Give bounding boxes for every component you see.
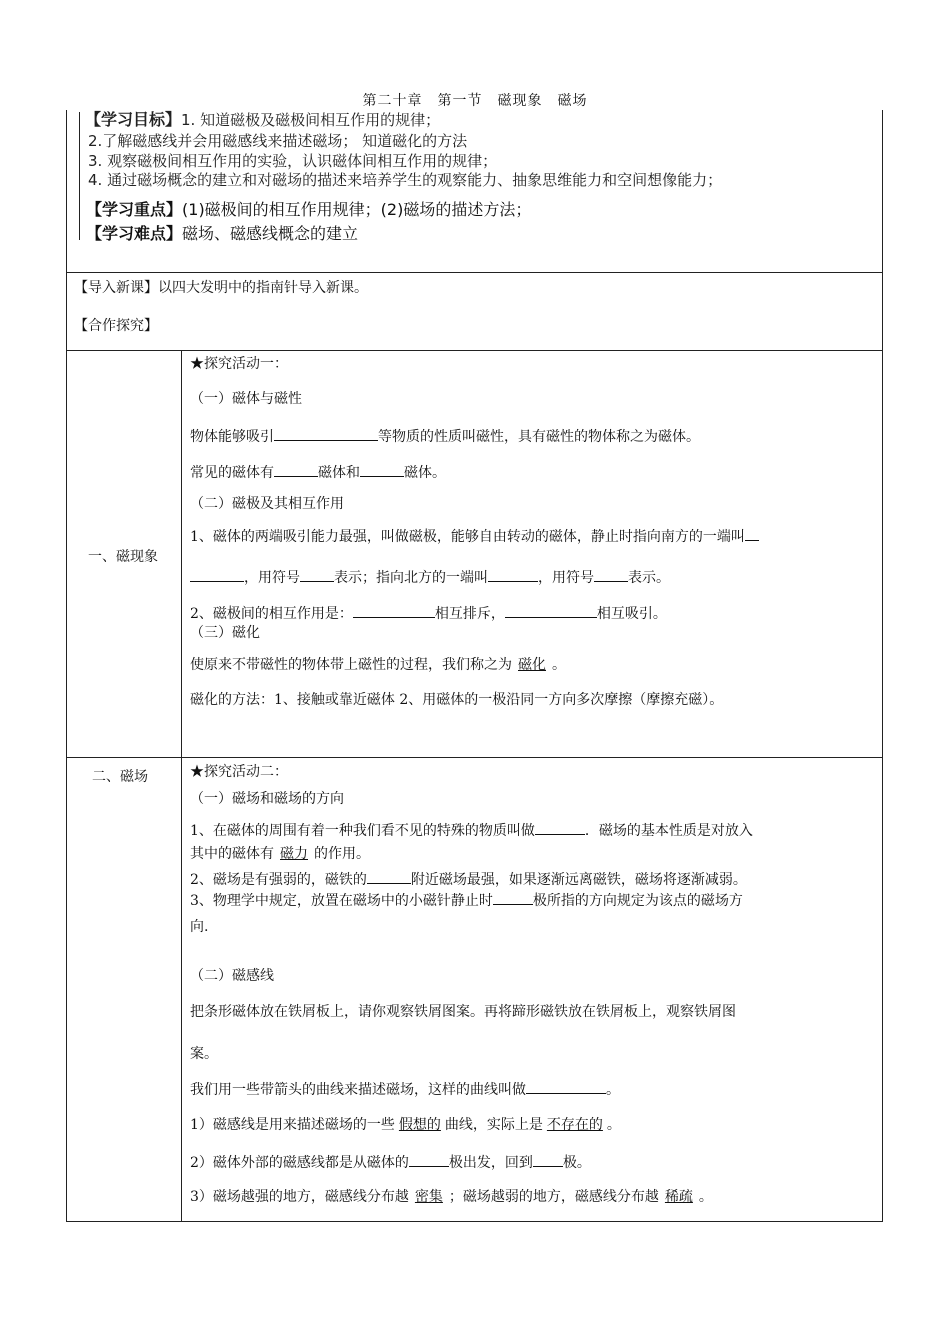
blank[interactable] [535,820,585,835]
blank[interactable] [300,567,334,582]
difficulty-line: 【学习难点】磁场、磁感线概念的建立 [86,224,359,243]
section2-sub2: （二）磁感线 [190,968,274,984]
objectives-tag: 【学习目标】 [85,110,182,129]
answer-nonexistent: 不存在的 [546,1117,603,1133]
divider-section1 [66,757,883,758]
intro-new-lesson: 【导入新课】以四大发明中的指南针导入新课。 [74,280,368,296]
objectives-line1: 【学习目标】1. 知道磁极及磁极间相互作用的规律； [85,110,441,129]
section1-activity: ★探究活动一： [190,356,288,372]
blank[interactable] [505,603,597,618]
section2-p4: 把条形磁体放在铁屑板上，请你观察铁屑图案。再将蹄形磁铁放在铁屑板上，观察铁屑图 [190,1004,736,1020]
objectives-line2: 2.了解磁感线并会用磁感线来描述磁场； 知道磁化的方法 [88,132,468,150]
section1-p2: 常见的磁体有 磁体和 磁体。 [190,462,446,483]
intro-cooperate: 【合作探究】 [74,318,158,334]
objectives-left-edge [79,112,80,240]
section1-p4: ，用符号 表示；指向北方的一端叫 ，用符号 表示。 [190,567,670,588]
blank[interactable] [353,603,435,618]
focus-tag: 【学习重点】 [86,200,183,219]
section1-sub1: （一）磁体与磁性 [190,391,302,407]
objectives-line4: 4. 通过磁场概念的建立和对磁场的描述来培养学生的观察能力、抽象思维能力和空间想像能力； [88,171,723,189]
blank[interactable] [745,526,759,541]
blank[interactable] [526,1079,606,1094]
blank[interactable] [360,462,404,477]
blank[interactable] [533,1152,563,1167]
section2-p4-cont: 案。 [190,1046,218,1062]
difficulty-tag: 【学习难点】 [86,224,183,243]
section1-p1: 物体能够吸引 等物质的性质叫磁性，具有磁性的物体称之为磁体。 [190,426,700,447]
blank[interactable] [190,567,244,582]
section2-p6: 1）磁感线是用来描述磁场的一些 假想的 曲线，实际上是 不存在的 。 [190,1117,621,1133]
section2-p3: 3、物理学中规定，放置在磁场中的小磁针静止时 极所指的方向规定为该点的磁场方 [190,890,743,911]
blank[interactable] [493,890,533,905]
answer-magnetization: 磁化 [518,657,546,673]
section2-sub1: （一）磁场和磁场的方向 [190,791,344,807]
section2-p1-cont: 其中的磁体有 磁力 的作用。 [190,846,370,862]
section1-sub2: （二）磁极及其相互作用 [190,496,344,512]
section2-label: 二、磁场 [92,769,148,785]
answer-dense: 密集 [414,1189,443,1205]
objectives-line3: 3. 观察磁极间相互作用的实验，认识磁体间相互作用的规律； [88,152,498,170]
page-title: 第二十章 第一节 磁现象 磁场 [362,93,588,109]
column-divider [181,350,182,1222]
section1-p5: 2、磁极间的相互作用是： 相互排斥， 相互吸引。 [190,603,667,624]
blank[interactable] [594,567,628,582]
blank[interactable] [274,462,318,477]
section2-p3-cont: 向. [190,919,209,935]
section1-p7: 磁化的方法：1、接触或靠近磁体 2、用磁体的一极沿同一方向多次摩擦（摩擦充磁）。 [190,692,724,708]
blank[interactable] [274,426,378,441]
section2-p7: 2）磁体外部的磁感线都是从磁体的 极出发，回到 极。 [190,1152,591,1173]
blank[interactable] [409,1152,449,1167]
answer-imaginary: 假想的 [398,1117,441,1133]
section2-p2: 2、磁场是有强弱的，磁铁的 附近磁场最强，如果逐渐远离磁铁，磁场将逐渐减弱。 [190,869,747,890]
section2-p8: 3）磁场越强的地方，磁感线分布越 密集 ；磁场越弱的地方，磁感线分布越 稀疏 。 [190,1189,713,1205]
section1-p3: 1、磁体的两端吸引能力最强，叫做磁极，能够自由转动的磁体，静止时指向南方的一端叫 [190,526,759,547]
section2-p5: 我们用一些带箭头的曲线来描述磁场，这样的曲线叫做 。 [190,1079,620,1100]
section2-activity: ★探究活动二： [190,764,288,780]
divider-objectives [66,272,883,273]
section1-label: 一、磁现象 [88,549,158,565]
focus-line: 【学习重点】(1)磁极间的相互作用规律；(2)磁场的描述方法； [86,200,532,219]
section1-p6: 使原来不带磁性的物体带上磁性的过程，我们称之为 磁化 。 [190,657,566,673]
blank[interactable] [367,869,411,884]
section1-sub3: （三）磁化 [190,625,260,641]
blank[interactable] [488,567,538,582]
answer-magnetic-force: 磁力 [280,846,308,862]
section2-p1: 1、在磁体的周围有着一种我们看不见的特殊的物质叫做 ．磁场的基本性质是对放入 [190,820,753,841]
divider-intro [66,350,883,351]
answer-sparse: 稀疏 [664,1189,693,1205]
